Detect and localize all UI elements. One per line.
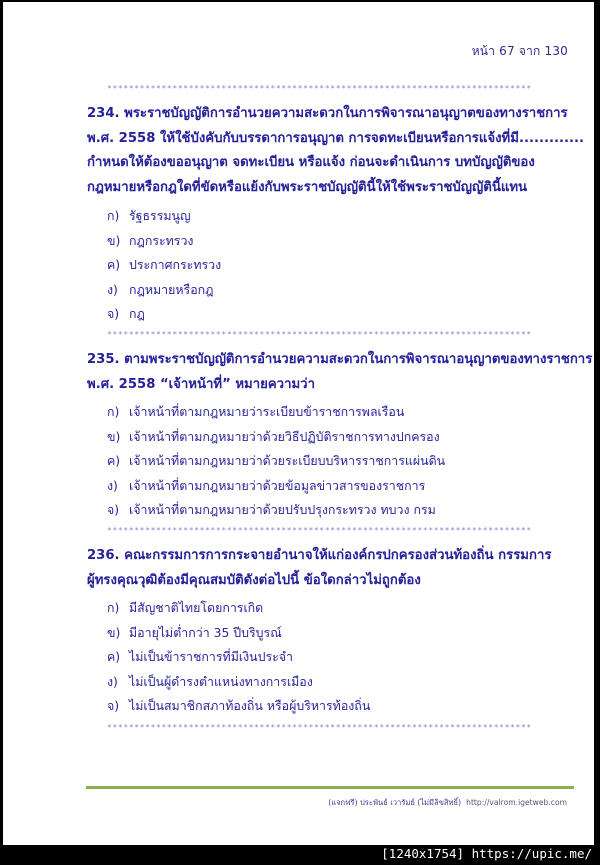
image-host-watermark: [1240x1754] https://upic.me/ [381,846,592,861]
question-line: ผู้ทรงคุณวุฒิต้องมีคุณสมบัติดังต่อไปนี้ ข้อใดกล่าวไม่ถูกต้อง [87,572,421,588]
choice-item [107,253,567,278]
choice-text: กฎกระทรวง [129,232,194,248]
choice-item [107,621,567,646]
choice-letter: ก) [107,404,120,419]
choice-letter: ข) [107,428,121,444]
question-235 [87,348,593,397]
choice-letter: ก) [107,600,120,615]
choice-letter: จ) [107,306,120,321]
choice-text: เจ้าหน้าที่ตามกฎหมายว่าด้วยข้อมูลข่าวสารของราชการ [129,477,426,493]
question-234 [87,102,585,200]
choice-item [107,449,567,474]
choice-item [107,694,567,719]
choice-text: มีอายุไม่ต่ำกว่า 35 ปีบริบูรณ์ [129,624,282,640]
choice-text: กฎหมายหรือกฎ [129,281,214,297]
choice-item [107,204,567,229]
separator-line: ****************************************************************************** [107,330,532,339]
website-link[interactable]: http://valrom.igetweb.com [466,798,567,807]
choice-letter: ค) [107,649,121,664]
choice-text: กฎ [129,306,145,321]
choice-text: มีสัญชาติไทยโดยการเกิด [129,600,264,615]
choice-text: ไม่เป็นสมาชิกสภาท้องถิ่น หรือผู้บริหารท้องถิ่น [129,698,371,713]
choice-item [107,229,567,254]
choice-item [107,278,567,303]
question-line: พ.ศ. 2558 ให้ใช้บังคับกับบรรดาการอนุญาต การจดทะเบียนหรือการแจ้งที่มี............. [87,130,585,146]
choice-item [107,645,567,670]
separator-line: ****************************************************************************** [107,526,532,535]
choice-text: เจ้าหน้าที่ตามกฎหมายว่าด้วยปรับปรุงกระทรวง ทบวง กรม [129,502,436,517]
choice-text: ไม่เป็นผู้ดำรงตำแหน่งทางการเมือง [129,673,313,689]
choice-letter: ง) [107,673,118,689]
choice-text: รัฐธรรมนูญ [129,208,191,223]
choices-235 [107,400,567,523]
choice-item [107,670,567,695]
choice-text: ไม่เป็นข้าราชการที่มีเงินประจำ [129,649,294,664]
question-line: 236. คณะกรรมการการกระจายอำนาจให้แก่องค์กรปกครองส่วนท้องถิ่น กรรมการ [87,548,552,563]
choices-234 [107,204,567,327]
question-line: กำหนดให้ต้องขออนุญาต จดทะเบียน หรือแจ้ง ก่อนจะดำเนินการ บทบัญญัติของ [87,155,535,170]
choice-text: เจ้าหน้าที่ตามกฎหมายว่าระเบียบข้าราชการพลเรือน [129,404,405,419]
question-line: พ.ศ. 2558 “เจ้าหน้าที่” หมายความว่า [87,376,315,392]
choice-letter: ข) [107,232,121,248]
choice-item [107,302,567,327]
separator-line: ****************************************************************************** [107,723,532,732]
choice-letter: ค) [107,257,121,272]
choice-item [107,474,567,499]
choice-letter: จ) [107,698,120,713]
choice-letter: ค) [107,453,121,468]
choice-text: เจ้าหน้าที่ตามกฎหมายว่าด้วยวิธีปฏิบัติราชการทางปกครอง [129,428,440,444]
question-line: กฎหมายหรือกฎใดที่ขัดหรือแย้งกับพระราชบัญญัตินี้ให้ใช้พระราชบัญญัตินี้แทน [87,179,528,195]
footer-divider [86,786,574,789]
choice-item [107,425,567,450]
choice-text: ประกาศกระทรวง [129,257,222,272]
choice-item [107,498,567,523]
choice-item [107,400,567,425]
page-number: หน้า 67 จาก 130 [471,44,568,58]
separator-line: ****************************************************************************** [107,84,532,93]
choice-letter: ก) [107,208,120,223]
choices-236 [107,596,567,719]
choice-letter: ข) [107,624,121,640]
footer-credit [328,797,567,809]
question-236 [87,544,577,593]
question-line: 235. ตามพระราชบัญญัติการอำนวยความสะดวกในการพิจารณาอนุญาตของทางราชการ [87,352,593,367]
document-page [3,2,594,845]
choice-item [107,596,567,621]
author-credit: (แจกฟรี) ประพันธ์ เวารัมย์ (ไม่มีลิขสิทธิ์) [328,798,462,807]
choice-letter: จ) [107,502,120,517]
question-line: 234. พระราชบัญญัติการอำนวยความสะดวกในการพิจารณาอนุญาตของทางราชการ [87,106,568,121]
choice-letter: ง) [107,477,118,493]
choice-letter: ง) [107,281,118,297]
choice-text: เจ้าหน้าที่ตามกฎหมายว่าด้วยระเบียบบริหารราชการแผ่นดิน [129,453,446,468]
